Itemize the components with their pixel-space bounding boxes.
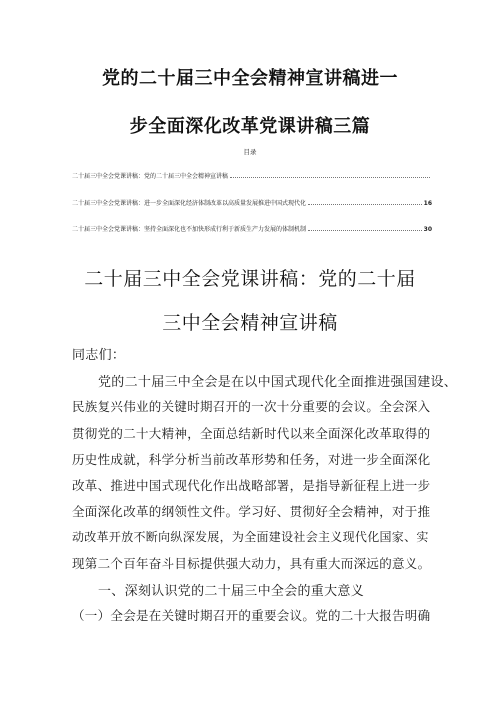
toc-entry-text: 二十届三中全会党课讲稿：党的二十届三中全会精神宣讲稿 — [72, 173, 229, 180]
paragraph-line: 全面深化改革的纲领性文件。学习好、贯彻好全会精神，对于推 — [72, 504, 431, 519]
toc-entry[interactable] — [72, 224, 432, 234]
section-title-line-1: 二十届三中全会党课讲稿：党的二十届 — [84, 268, 416, 290]
paragraph-line: 动改革开放不断向纵深发展，为全面建设社会主义现代化国家、实 — [72, 530, 429, 544]
toc-heading: 目录 — [243, 148, 257, 156]
toc-leader-dots — [230, 176, 430, 178]
subsection-heading: （一）全会是在关键时期召开的重要会议。党的二十大报告明确 — [72, 608, 431, 623]
paragraph-line: 改革、推进中国式现代化作出战略部署，是指导新征程上进一步 — [72, 478, 431, 493]
section-heading: 一、深刻认识党的二十届三中全会的重大意义 — [98, 584, 365, 599]
toc-entry-text: 二十届三中全会党课讲稿：坚持全面深化也不加快形成行利于新质生产力发展的体制机制 — [72, 226, 307, 233]
paragraph-line: 贯彻党的二十大精神，全面总结新时代以来全面深化改革取得的 — [72, 426, 431, 441]
paragraph-line: 历史性成就，科学分析当前改革形势和任务，对进一步全面深化 — [72, 452, 431, 467]
section-title-line-2: 三中全会精神宣讲稿 — [162, 312, 338, 334]
toc-entry-text: 二十届三中全会党课讲稿：进一步全面深化经济体制改革以高质量发展推进中国式现代化 — [72, 200, 307, 207]
toc-leader-dots — [308, 229, 422, 231]
paragraph-line: 民族复兴伟业的关键时期召开的一次十分重要的会议。全会深入 — [72, 399, 431, 414]
document-title-line-1: 党的二十届三中全会精神宣讲稿进一 — [102, 68, 398, 89]
toc-leader-dots — [308, 203, 422, 205]
toc-entry-page: 30 — [423, 226, 432, 233]
toc-entry[interactable] — [72, 198, 432, 208]
paragraph-line: 现第二个百年奋斗目标提供强大动力，具有重大而深远的意义。 — [72, 556, 431, 571]
document-title-line-2: 步全面深化改革党课讲稿三篇 — [129, 116, 371, 137]
salutation: 同志们： — [72, 348, 126, 363]
paragraph-line: 党的二十届三中全会是在以中国式现代化全面推进强国建设、 — [98, 375, 458, 390]
toc-entry[interactable] — [72, 171, 432, 181]
toc-entry-page: 16 — [423, 200, 432, 207]
